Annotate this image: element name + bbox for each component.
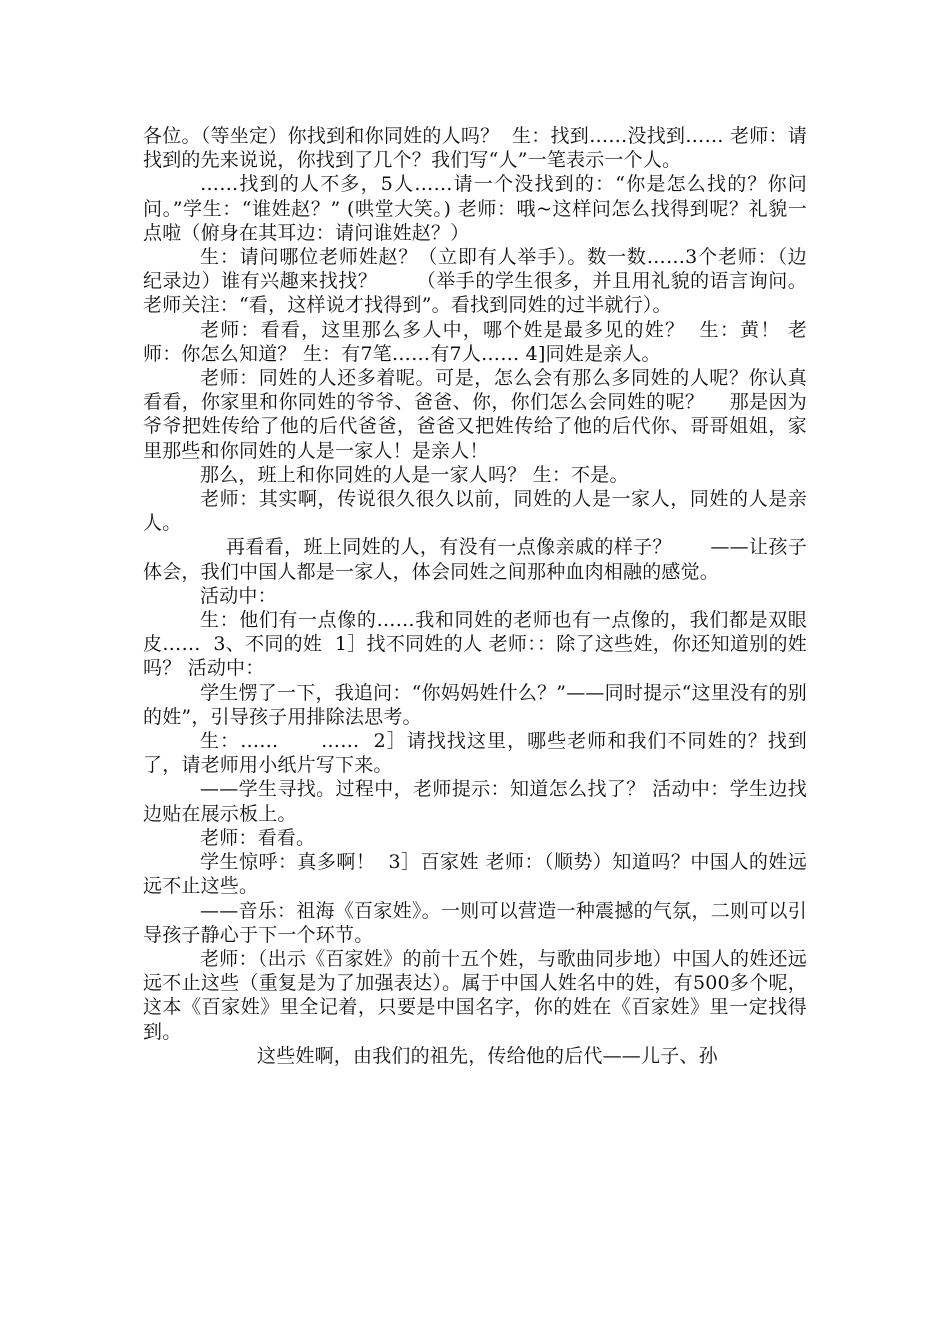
document-page xyxy=(143,124,807,1068)
paragraph-1: 各位。（等坐定）你找到和你同姓的人吗？ 生：找到……没找到…… 老师：请找到的先来说说，你找到了几个？我们写“人”一笔表示一个人。 xyxy=(143,125,807,172)
paragraph-7: 老师：其实啊，传说很久很久以前，同姓的人是一家人，同姓的人是亲人。 xyxy=(143,488,807,535)
paragraph-17: 老师：（出示《百家姓》的前十五个姓，与歌曲同步地）中国人的姓还远远不止这些（重复是为了加强表达）。属于中国人姓名中的姓，有500多个呢，这本《百家姓》里全记着，只要是中国名字，你的姓在《百家姓》里一定找得到。 xyxy=(143,947,807,1043)
paragraph-13: ——学生寻找。过程中，老师提示：知道怎么找了？ 活动中：学生边找边贴在展示板上。 xyxy=(143,778,807,825)
paragraph-8: 再看看，班上同姓的人，有没有一点像亲戚的样子？ ——让孩子体会，我们中国人都是一家人，体会同姓之间那种血肉相融的感觉。 xyxy=(143,536,807,583)
paragraph-18: 这些姓啊，由我们的祖先，传给他的后代——儿子、孙 xyxy=(257,1044,718,1067)
paragraph-6: 那么，班上和你同姓的人是一家人吗？ 生：不是。 xyxy=(200,463,629,486)
paragraph-14: 老师：看看。 xyxy=(200,826,316,849)
paragraph-11: 学生愣了一下，我追问：“你妈妈姓什么？”——同时提示“这里没有的别的姓”，引导孩子用排除法思考。 xyxy=(143,681,807,728)
paragraph-10: 生：他们有一点像的……我和同姓的老师也有一点像的，我们都是双眼皮…… 3、不同的姓 1］找不同姓的人 老师：：除了这些姓，你还知道别的姓吗？ 活动中： xyxy=(143,609,807,680)
paragraph-15: 学生惊呼：真多啊！ 3］百家姓 老师：（顺势）知道吗？中国人的姓远远不止这些。 xyxy=(143,851,807,898)
paragraph-16: ——音乐：祖海《百家姓》。一则可以营造一种震撼的气氛，二则可以引导孩子静心于下一个环节。 xyxy=(143,899,807,946)
paragraph-2: ……找到的人不多，5人……请一个没找到的：“你是怎么找的？你问问。”学生：“谁姓赵？” (哄堂大笑。) 老师：哦~这样问怎么找得到呢？礼貌一点啦（俯身在其耳边：请问谁姓赵？） xyxy=(143,173,807,244)
paragraph-4: 老师：看看，这里那么多人中，哪个姓是最多见的姓？ 生：黄！ 老师：你怎么知道？ 生：有7笔……有7人…… 4]同姓是亲人。 xyxy=(143,318,807,365)
paragraph-3: 生：请问哪位老师姓赵？（立即有人举手）。数一数……3个老师：（边纪录边）谁有兴趣来找找？ （举手的学生很多，并且用礼貌的语言询问。老师关注：“看，这样说才找得到”。看找到同姓的过半就行）。 xyxy=(143,246,807,317)
paragraph-12: 生：…… …… 2］请找找这里，哪些老师和我们不同姓的？找到了，请老师用小纸片写下来。 xyxy=(143,730,807,777)
paragraph-5: 老师：同姓的人还多着呢。可是，怎么会有那么多同姓的人呢？你认真看看，你家里和你同姓的爷爷、爸爸、你，你们怎么会同姓的呢？ 那是因为爷爷把姓传给了他的后代爸爸，爸爸又把姓传给了他的后代你、哥哥姐姐，家里那些和你同姓的人是一家人！是亲人！ xyxy=(143,367,807,462)
paragraph-9: 活动中： xyxy=(200,584,277,607)
